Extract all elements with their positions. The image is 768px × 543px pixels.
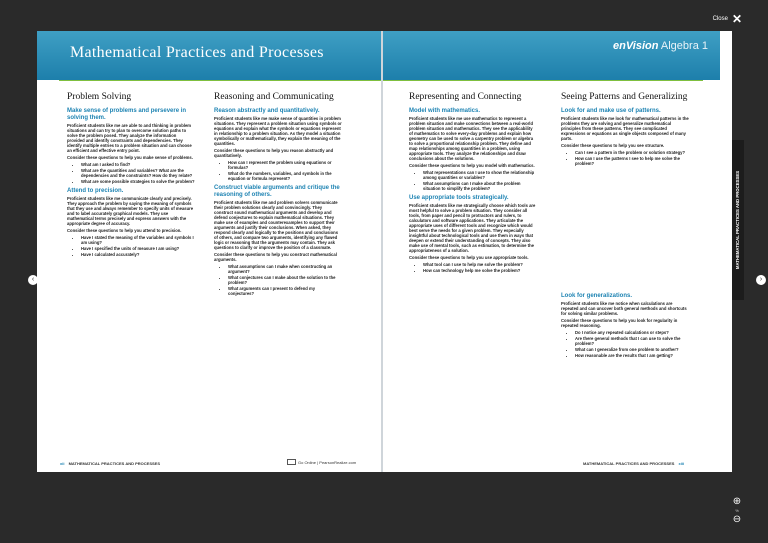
list-item: • Can I see a pattern in the problem or solution strategy? (575, 150, 689, 155)
section-body: Proficient students like me communicate clearly and precisely. They approach the problem by saying the meaning of symbols that they use and always remember to specify units of measure and to label accurately graphical models. They use mathematical terms precisely and express answers with the appropriate degree of accuracy. (67, 196, 194, 226)
brand-logo (613, 40, 708, 52)
list-item: • What arguments can I present to defend my conjectures? (228, 286, 342, 296)
list-item: • What am I asked to find? (81, 162, 195, 167)
list-item: • How reasonable are the results that I am getting? (575, 353, 689, 358)
question-list (67, 235, 195, 257)
zoom-out-icon: ⊖ (732, 514, 742, 525)
side-tab-label: MATHEMATICAL PRACTICES AND PROCESSES (735, 170, 740, 270)
list-item: • What are the quantities and variables? What are the dependencies and the constraints? How do they relate? (81, 168, 195, 178)
section-body: Proficient students like me and problem solvers communicate their problem solutions clearly and convincingly. They construct sound mathematical arguments and develop and defend conjectures to explain mathematical situations. They make use of examples and counterexamples to support their arguments and justify their conclusions. When asked, they respond clearly and logically to the positions and conclusions of others, and compare two arguments, identifying any flawed logic or reasoning that the arguments may contain. They ask questions to clarify or improve the position of a classmate. (214, 200, 339, 250)
section-subhead: Attend to precision. (67, 188, 124, 194)
brand-course: Algebra 1 (660, 40, 708, 52)
list-item: • Are there general methods that I can use to solve the problem? (575, 336, 689, 346)
left-footer (57, 461, 160, 466)
list-item: • What assumptions can I make when constructing an argument? (228, 264, 342, 274)
list-item: • What assumptions can I make about the problem situation to simplify the problem? (423, 181, 537, 191)
list-item: • What conjectures can I make about the solution to the problem? (228, 275, 342, 285)
section-prompt: Consider these questions to help you use appropriate tools. (409, 255, 529, 260)
section-subhead: Reason abstractly and quantitatively. (214, 108, 320, 114)
page-number: xii (60, 461, 65, 466)
right-footer (583, 461, 687, 466)
list-item: • What tool can I use to help me solve the problem? (423, 262, 537, 267)
zoom-level: % (735, 508, 739, 513)
section-prompt: Consider these questions to help you make sense of problems. (67, 155, 193, 160)
column-representing-connecting (409, 92, 537, 276)
section-prompt: Consider these questions to help you reason abstractly and quantitatively. (214, 148, 334, 158)
divider (59, 80, 381, 81)
question-list (561, 330, 689, 358)
page-title: Mathematical Practices and Processes (70, 44, 324, 61)
list-item: • How can I represent the problem using equations or formulas? (228, 160, 342, 170)
chevron-left-icon: ‹ (31, 276, 35, 283)
section-subhead: Construct viable arguments and critique the reasoning of others. (214, 185, 340, 198)
footer-label: MATHEMATICAL PRACTICES AND PROCESSES (583, 461, 675, 466)
list-item: • How can I use the patterns I see to help me solve the problem? (575, 156, 689, 166)
close-button[interactable] (713, 14, 742, 24)
zoom-out-button[interactable] (732, 514, 742, 525)
section-prompt: Consider these questions to help you construct mathematical arguments. (214, 252, 337, 262)
list-item: • What do the numbers, variables, and symbols in the equation or formula represent? (228, 171, 342, 181)
question-list (67, 162, 195, 184)
chevron-right-icon: › (759, 276, 763, 283)
list-item: • How can technology help me solve the problem? (423, 268, 537, 273)
section-prompt: Consider these questions to help you model with mathematics. (409, 163, 535, 168)
zoom-in-icon: ⊕ (732, 496, 742, 507)
section-prompt: Consider these questions to help you attend to precision. (67, 228, 182, 233)
close-icon: ✕ (731, 12, 742, 26)
header-band (37, 31, 381, 80)
section-subhead: Look for and make use of patterns. (561, 108, 661, 114)
column-heading: Seeing Patterns and Generalizing (561, 92, 688, 102)
question-list (409, 170, 537, 191)
spacer (561, 169, 689, 289)
page-number: xiii (678, 461, 685, 466)
column-heading: Representing and Connecting (409, 92, 522, 102)
list-item: • What are some possible strategies to solve the problem? (81, 179, 195, 184)
list-item: • Have I stated the meaning of the variables and symbols I am using? (81, 235, 195, 245)
list-item: • Have I calculated accurately? (81, 252, 195, 257)
list-item: • What can I generalize from one problem to another? (575, 347, 689, 352)
section-subhead: Model with mathematics. (409, 108, 481, 114)
go-online-label: Go Online | PearsonRealize.com (298, 459, 357, 465)
list-item: • What representations can I use to show the relationship among quantities or variables? (423, 170, 537, 180)
brand-name: enVision (613, 40, 659, 52)
list-item: • Do I notice any repeated calculations or steps? (575, 330, 689, 335)
section-body: Proficient students like me use mathematics to represent a problem situation and make connections between a real-world problem situation and mathematics. They see the applicability of mathematics to solve every-day problems and explain how geometry can be used to solve a carpentry problem or algebra to solve a proportional relationship problem. They define and map relationships among quantities in a problem, using appropriate tools. They analyze the relationships and draw conclusions about the solutions. (409, 116, 534, 161)
side-tab (732, 140, 744, 300)
question-list (214, 264, 342, 296)
list-item: • Have I specified the units of measure I am using? (81, 246, 195, 251)
viewer-toolbar (0, 0, 768, 28)
go-online-link[interactable] (287, 459, 356, 465)
section-subhead: Look for generalizations. (561, 293, 633, 299)
section-prompt: Consider these questions to help you look for regularity in repeated reasoning. (561, 318, 678, 328)
section-body: Proficient students like me make sense of quantities in problem situations. They represent a problem situation using symbols or equations and explain what the symbols or equations represent in relationship to a problem situation. As they model a situation symbolically or mathematically, they explain the meaning of the quantities. (214, 116, 342, 146)
footer-label: MATHEMATICAL PRACTICES AND PROCESSES (68, 461, 160, 466)
question-list (561, 150, 689, 166)
divider (383, 80, 703, 81)
next-page-button[interactable] (756, 275, 766, 285)
column-heading: Problem Solving (67, 92, 132, 102)
column-problem-solving (67, 92, 195, 260)
section-body: Proficient students like me look for mathematical patterns in the problems they are solving and generalize mathematical principles from these patterns. They see complicated expressions or equations as single objects composed of many parts. (561, 116, 689, 141)
section-prompt: Consider these questions to help you see structure. (561, 143, 665, 148)
section-body: Proficient students like me are able to and thinking in problem situations and can try to plan to overcome solution paths to solve the problem posed. They analyze the information provided and identify constraints and dependencies. They identify multiple entries to a problem situation and can choose an efficient and effective entry point. (67, 123, 192, 153)
monitor-icon (287, 459, 296, 465)
header-band (383, 31, 720, 80)
section-body: Proficient students like me strategically choose which tools are most helpful to solve a problem situation. They consider all tools, from paper and pencil to protractors and rulers, to calculators and software applications. They articulate the appropriate uses of different tools and recognize which would best serve the needs for a given problem. They especially insightful about technological tools and use them in ways that deepen or extend their understanding of concepts. They also make use of mental tools, such as estimation, to determine the appropriateness of a solution. (409, 203, 536, 253)
column-heading: Reasoning and Communicating (214, 92, 334, 102)
zoom-in-button[interactable] (732, 496, 742, 507)
left-page (37, 31, 381, 472)
column-reasoning-communicating (214, 92, 342, 299)
close-label: Close (712, 16, 728, 22)
section-subhead: Make sense of problems and persevere in solving them. (67, 108, 187, 121)
question-list (409, 262, 537, 273)
column-seeing-patterns (561, 92, 689, 361)
section-subhead: Use appropriate tools strategically. (409, 195, 509, 201)
section-body: Proficient students like me notice when calculations are repeated and can uncover both general methods and shortcuts for solving similar problems. (561, 301, 687, 316)
right-page (383, 31, 732, 472)
question-list (214, 160, 342, 181)
